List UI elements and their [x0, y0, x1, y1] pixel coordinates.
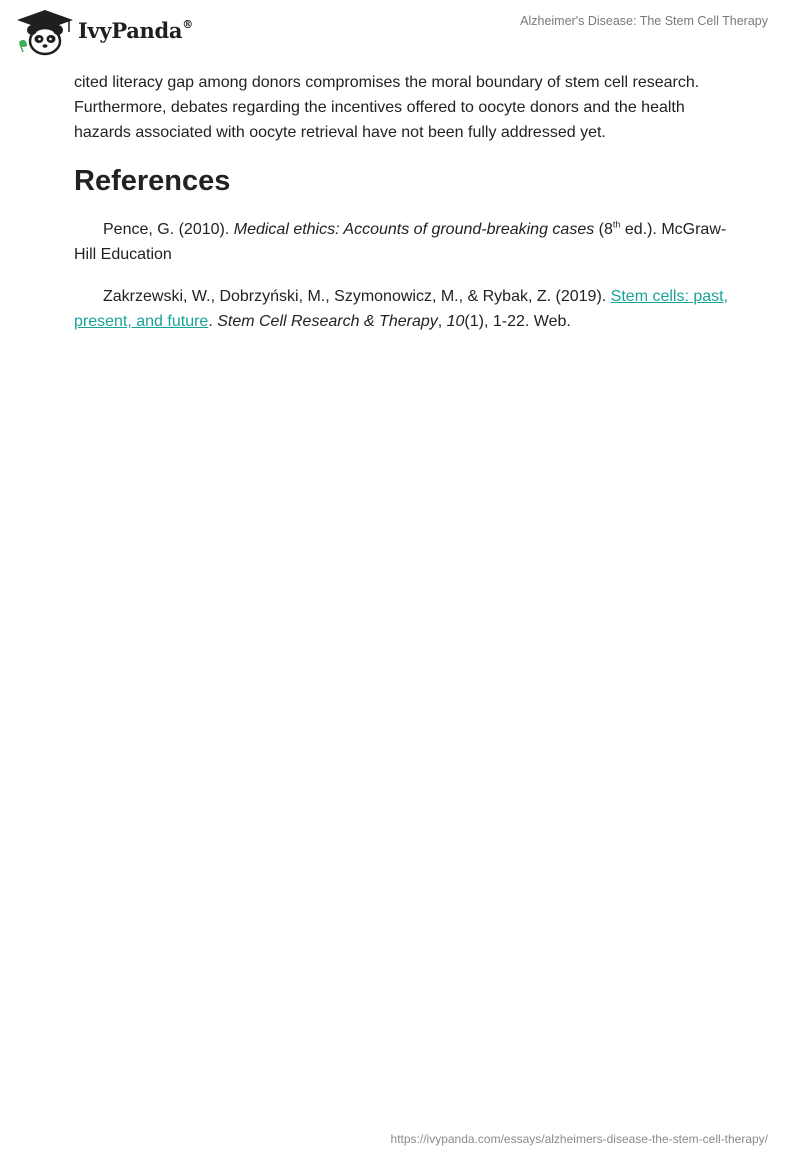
running-title: Alzheimer's Disease: The Stem Cell Therapy	[520, 14, 768, 28]
reference-authors: Pence, G. (2010).	[103, 221, 234, 238]
logo-wordmark: IvyPanda®	[78, 18, 193, 43]
panda-graduate-icon	[15, 8, 75, 58]
reference-publisher: ed.). McGraw-Hill Education	[74, 221, 727, 263]
reference-entry	[74, 284, 734, 334]
reference-edition-superscript: th	[612, 219, 621, 230]
source-url[interactable]: https://ivypanda.com/essays/alzheimers-disease-the-stem-cell-therapy/	[390, 1132, 768, 1146]
reference-journal: Stem Cell Research & Therapy	[217, 313, 438, 330]
reference-edition: (8	[594, 221, 613, 238]
references-heading: References	[74, 165, 231, 197]
reference-separator: .	[208, 313, 218, 330]
document-body	[74, 70, 734, 334]
reference-article-link[interactable]: Stem cells: past, present, and future	[74, 288, 729, 330]
ivypanda-logo[interactable]	[15, 8, 193, 58]
reference-book-title: Medical ethics: Accounts of ground-breaking cases	[233, 221, 595, 238]
body-paragraph: cited literacy gap among donors compromises the moral boundary of stem cell research. Furthermore, debates regarding the incentives offered to oocyte donors and the health hazards associated with oocyte retrieval have not been fully addressed yet.	[74, 74, 700, 141]
reference-authors: Zakrzewski, W., Dobrzyński, M., Szymonowicz, M., & Rybak, Z. (2019).	[103, 288, 611, 305]
reference-comma: ,	[437, 313, 447, 330]
reference-issue-pages: (1), 1-22. Web.	[464, 313, 571, 330]
reference-entry	[74, 217, 734, 267]
reference-volume: 10	[446, 313, 465, 330]
page-header	[0, 0, 800, 70]
